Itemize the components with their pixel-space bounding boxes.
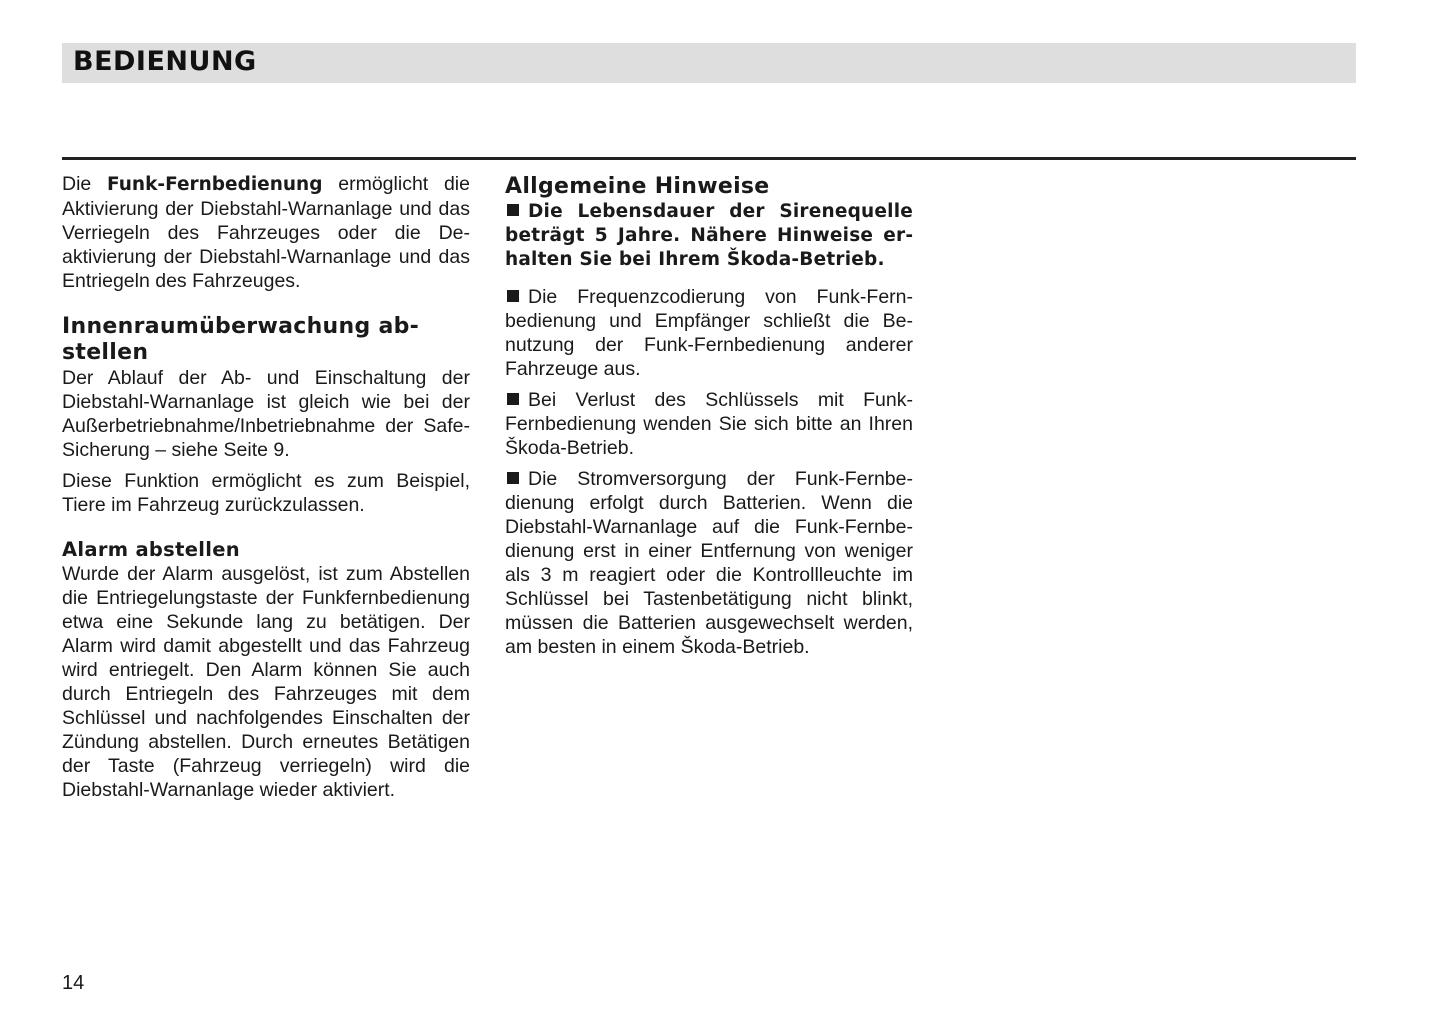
horizontal-rule (62, 157, 1356, 160)
left-column (62, 172, 470, 802)
bold-note-text: Die Lebensdauer der Sirenequelle beträgt 5 Jahre. Nähere Hinweise erhalten Sie bei Ihrem Škoda-Betrieb. (505, 201, 913, 270)
alarm-off-paragraph: Wurde der Alarm ausgelöst, ist zum Abstellen die Entriegelungstaste der Funkfernbedienung etwa eine Sekunde lang zu betätigen. Der Alarm wird damit abgestellt und das Fahrzeug wird entriegelt. Den Alarm können Sie auch durch Entriegeln des Fahrzeuges mit dem Schlüssel und nachfolgendes Einschalten der Zündung abstellen. Durch erneutes Betätigen der Taste (Fahrzeug verriegeln) wird die Diebstahl-Warnanlage wieder aktiviert. (62, 563, 470, 801)
note-item (505, 388, 913, 460)
section-heading-interior-monitoring: Innenraumüberwachung abstellen (62, 314, 419, 365)
middle-column (505, 172, 913, 659)
interior-monitoring-paragraph-2: Diese Funktion ermöglicht es zum Beispiel, Tiere im Fahrzeug zurückzulassen. (62, 470, 470, 516)
bullet-square-icon (507, 290, 519, 302)
section-heading-alarm-off: Alarm abstellen (62, 538, 240, 561)
section-title: BEDIENUNG (73, 46, 257, 77)
bold-note (505, 200, 913, 272)
section-heading-general-notes: Allgemeine Hinweise (505, 174, 770, 199)
note-text: Die Frequenzcodierung von Funk-Fernbedienung und Empfänger schließt die Benutzung der Funk-Fernbedienung anderer Fahrzeuge aus. (505, 286, 913, 380)
intro-prefix: Die (62, 173, 108, 195)
bullet-square-icon (507, 204, 519, 216)
section-header-bar (62, 43, 1356, 83)
note-text: Bei Verlust des Schlüssels mit Funk-Fernbedienung wenden Sie sich bitte an Ihren Škoda-Betrieb. (505, 389, 913, 459)
note-text: Die Stromversorgung der Funk-Fernbedienung erfolgt durch Batterien. Wenn die Diebstahl-Warnanlage auf die Funk-Fernbedienung erst in einer Entfernung von weniger als 3 m reagiert oder die Kontrollleuchte im Schlüssel bei Tastenbetätigung nicht blinkt, müssen die Batterien ausgewechselt werden, am besten in einem Škoda-Betrieb. (505, 468, 913, 658)
intro-paragraph (62, 172, 470, 293)
interior-monitoring-paragraph-1: Der Ablauf der Ab- und Einschaltung der Diebstahl-Warnanlage ist gleich wie bei der Außerbetriebnahme/Inbetriebnahme der Safe-Sicherung – siehe Seite 9. (62, 367, 470, 461)
bullet-square-icon (507, 472, 519, 484)
intro-suffix: ermöglicht die Aktivierung der Diebstahl-Warnanlage und das Verriegeln des Fahrzeuges oder die Deaktivierung der Diebstahl-Warnanlage und das Entriegeln des Fahrzeuges. (62, 173, 470, 292)
intro-bold-term: Funk-Fernbedienung (107, 174, 323, 195)
note-item (505, 467, 913, 659)
page-number: 14 (62, 972, 85, 994)
bullet-square-icon (507, 393, 519, 405)
note-item (505, 285, 913, 381)
